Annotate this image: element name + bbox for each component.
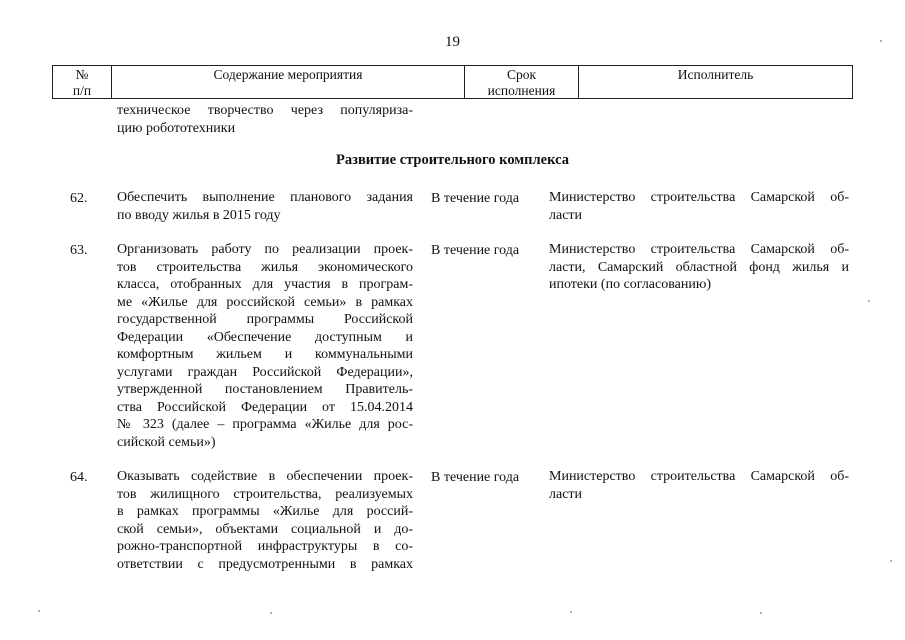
page-number: 19: [445, 34, 460, 50]
text-line: Министерство строительства Самарской об-: [549, 469, 849, 484]
text-line: ответствии с предусмотренными в рамках: [117, 556, 413, 572]
scan-speck: [868, 300, 870, 302]
item-term: В течение года: [431, 243, 520, 258]
scan-speck: [880, 40, 882, 42]
header-content-label: Содержание мероприятия: [213, 67, 363, 82]
text-line: техническое творчество через популяриза-: [117, 103, 413, 118]
text-line: Министерство строительства Самарской об-: [549, 242, 849, 257]
item-number: 64.: [70, 470, 88, 485]
text-line: ипотеки (по согласованию): [549, 277, 711, 292]
header-executor-column: [579, 66, 852, 98]
item-content: [117, 468, 413, 573]
text-line: Организовать работу по реализации проек-: [117, 242, 413, 257]
header-term-line: исполнения: [487, 83, 556, 98]
text-line: утвержденной постановлением Правитель-: [117, 382, 413, 397]
scan-speck: [890, 560, 892, 562]
header-term-line: Срок: [506, 67, 537, 82]
scan-speck: [38, 610, 40, 612]
text-line: Федерации «Обеспечение доступным и: [117, 329, 413, 345]
text-line: цию робототехники: [117, 120, 236, 136]
item-number: 62.: [70, 191, 88, 206]
text-line: комфортным жильем и коммунальными: [117, 347, 413, 362]
text-line: ласти: [549, 207, 583, 223]
item-content: [117, 189, 413, 224]
text-line: Обеспечить выполнение планового задания: [117, 190, 413, 205]
text-line: в рамках программы «Жилье для россий-: [117, 504, 413, 519]
text-line: ласти, Самарский областной фонд жилья и: [549, 259, 849, 275]
header-number-column: [53, 66, 112, 98]
text-line: класса, отобранных для участия в програм-: [117, 277, 413, 292]
item-term: В течение года: [431, 470, 520, 485]
continuation-text: [117, 102, 413, 137]
item-term: В течение года: [431, 191, 520, 206]
item-content: [117, 241, 413, 451]
text-line: ласти: [549, 486, 583, 502]
header-term-column: [465, 66, 579, 98]
header-executor-label: Исполнитель: [677, 67, 754, 82]
header-number-line: п/п: [72, 83, 92, 98]
scan-speck: [270, 612, 272, 614]
table-header: [52, 65, 853, 99]
item-number: 63.: [70, 243, 88, 258]
scan-speck: [570, 611, 572, 613]
text-line: Министерство строительства Самарской об-: [549, 190, 849, 205]
text-line: ской семьи», объектами социальной и до-: [117, 521, 413, 537]
item-executor: [549, 241, 849, 294]
header-number-line: №: [75, 67, 89, 82]
text-line: Оказывать содействие в обеспечении проек-: [117, 469, 413, 484]
section-title: Развитие строительного комплекса: [336, 152, 569, 168]
item-executor: [549, 468, 849, 503]
text-line: тов жилищного строительства, реализуемых: [117, 486, 413, 502]
text-line: услугами граждан Российской Федерации»,: [117, 364, 413, 380]
text-line: по вводу жилья в 2015 году: [117, 207, 281, 223]
text-line: рожно-транспортной инфраструктуры в со-: [117, 539, 413, 554]
text-line: сийской семьи»): [117, 434, 216, 450]
text-line: тов строительства жилья экономического: [117, 259, 413, 275]
header-content-column: [112, 66, 465, 98]
scan-speck: [760, 612, 762, 614]
text-line: ме «Жилье для российской семьи» в рамках: [117, 294, 413, 310]
text-line: № 323 (далее – программа «Жилье для рос-: [117, 417, 413, 432]
text-line: государственной программы Российской: [117, 312, 413, 327]
item-executor: [549, 189, 849, 224]
text-line: ства Российской Федерации от 15.04.2014: [117, 399, 413, 415]
